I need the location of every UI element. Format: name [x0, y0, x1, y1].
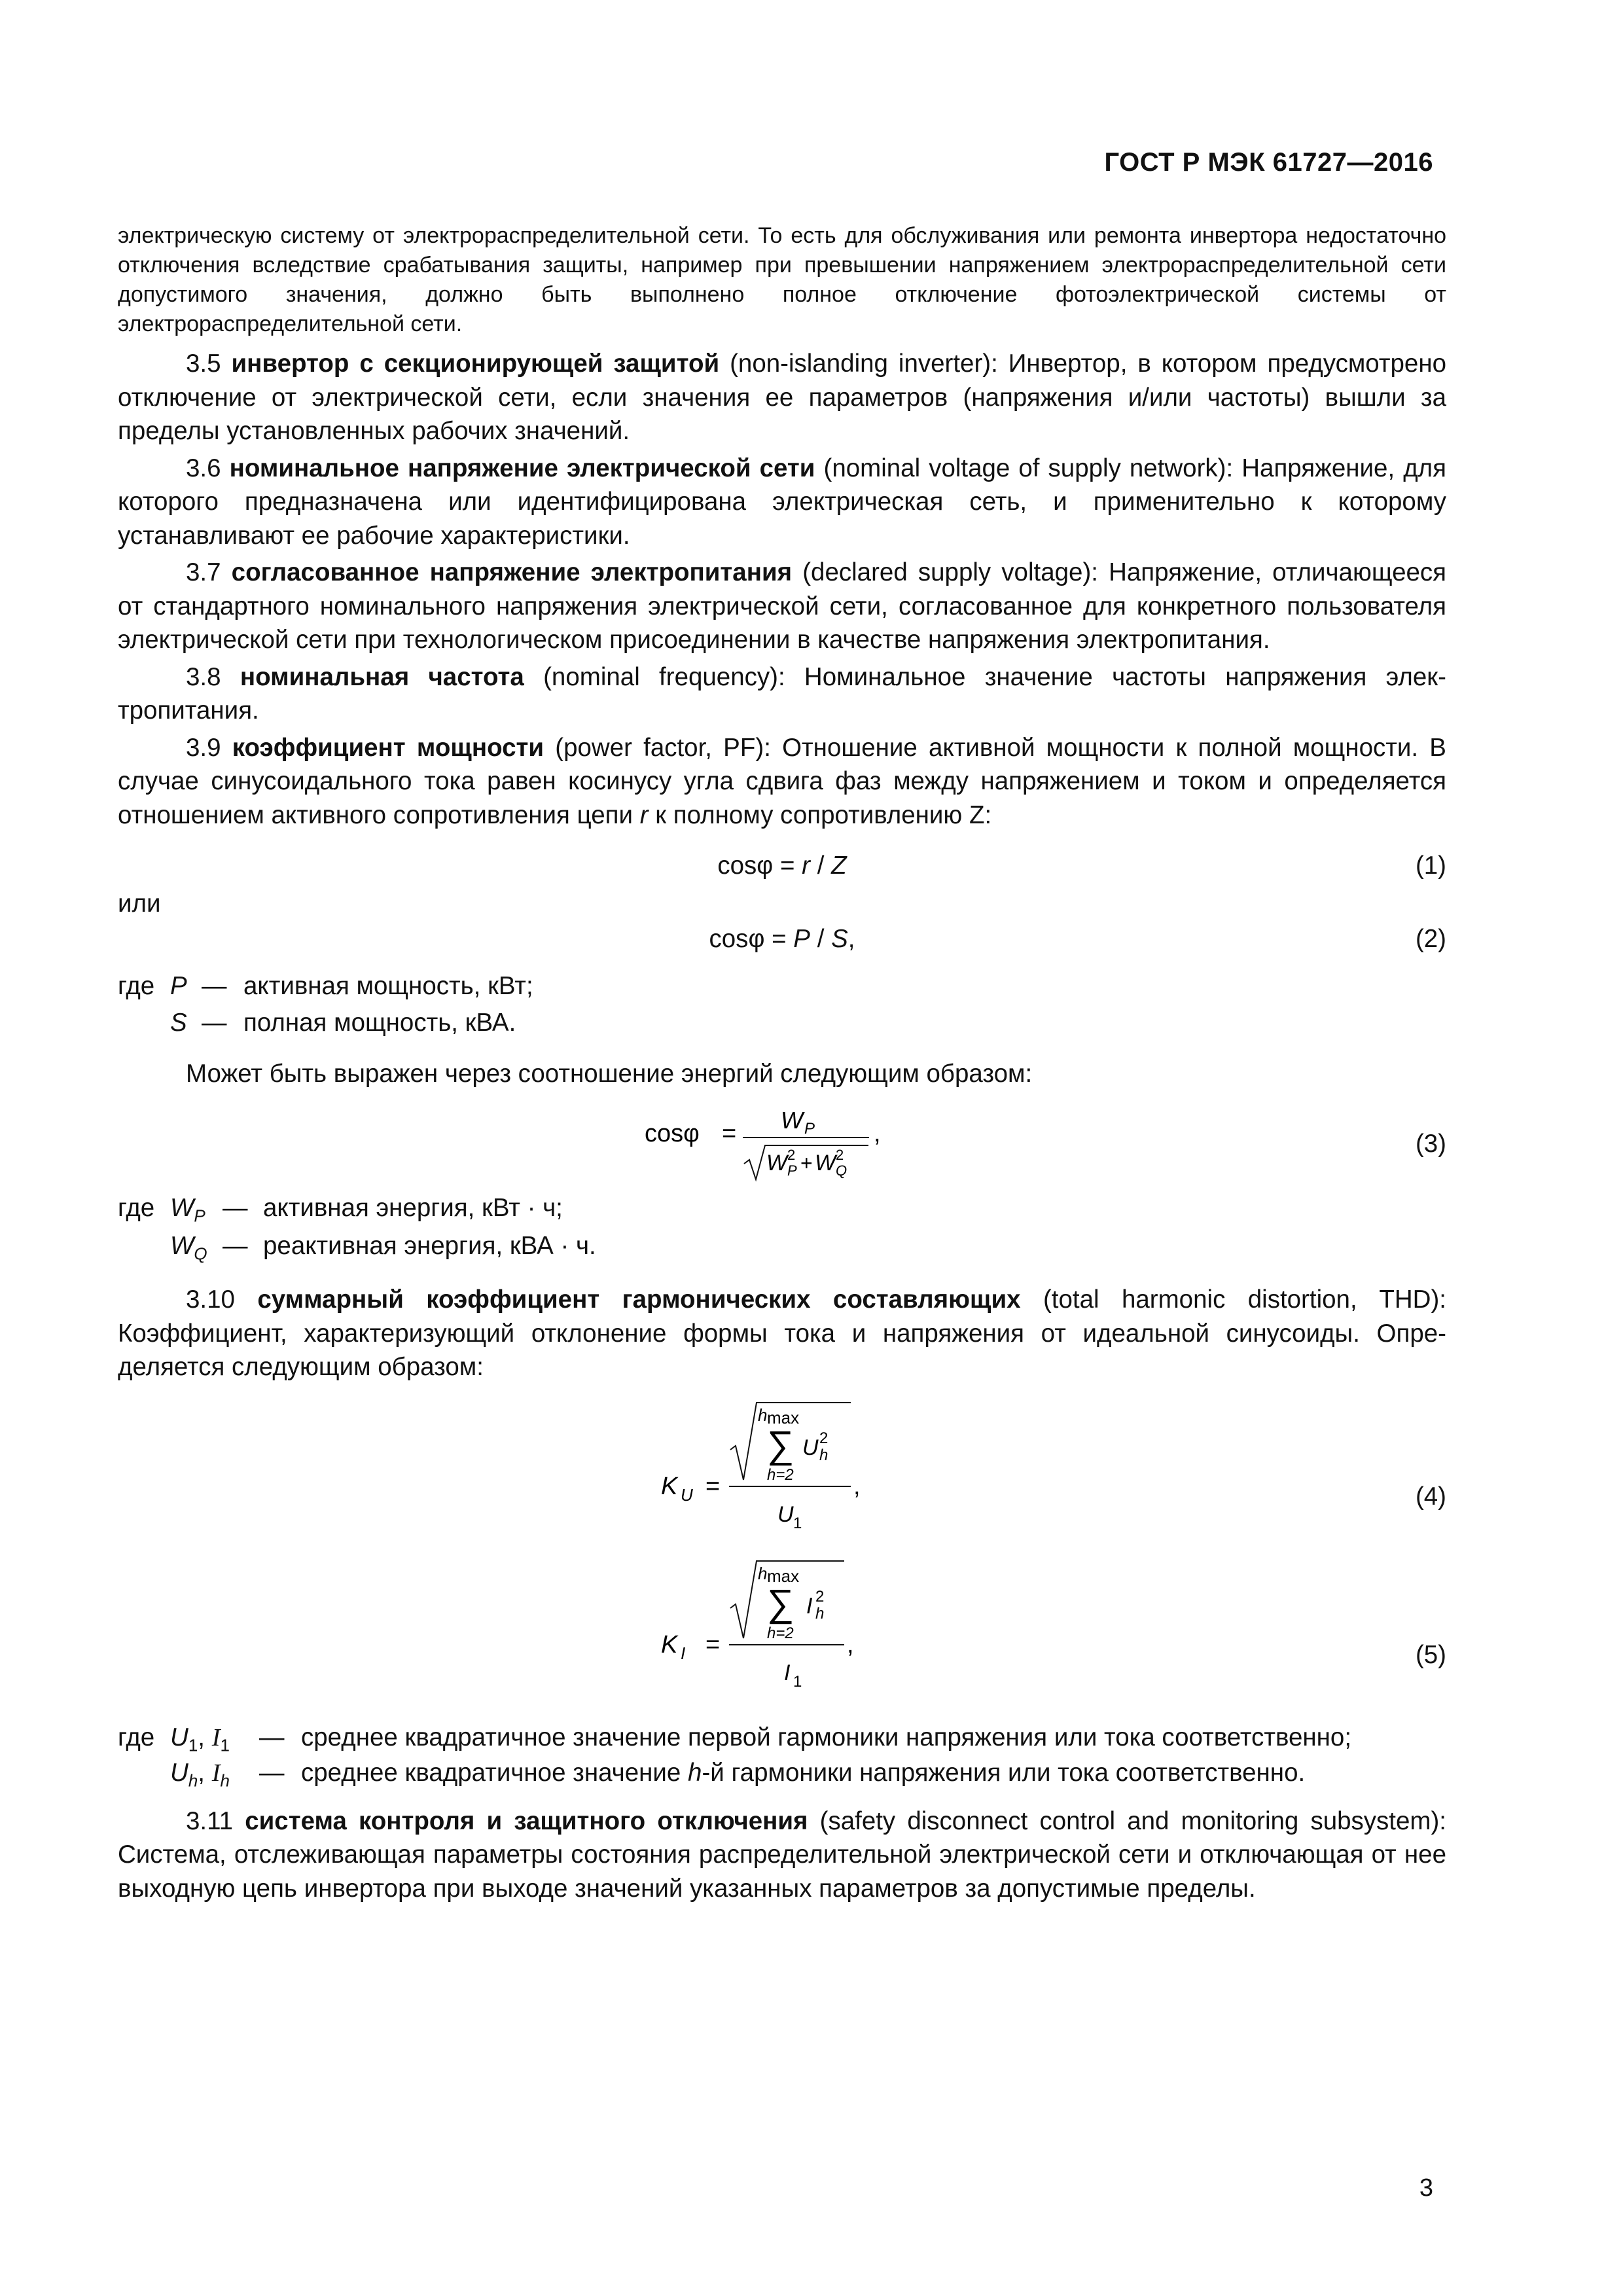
subscript-q: Q	[194, 1244, 207, 1264]
svg-text:h=2: h=2	[767, 1465, 794, 1484]
where-description: активная энергия, кВт · ч;	[263, 1194, 563, 1222]
separator: ,	[198, 1758, 212, 1787]
term: система контроля и защитного отключения	[245, 1806, 808, 1835]
where-symbol	[170, 969, 187, 1003]
document-header: ГОСТ Р МЭК 61727—2016	[1104, 148, 1433, 177]
term: согласованное напряжение электропитания	[231, 558, 793, 586]
formula-number: (3)	[1415, 1130, 1446, 1158]
where-s	[118, 1006, 1446, 1040]
section-number: 3.9	[186, 733, 221, 762]
page-number: 3	[1419, 2174, 1433, 2202]
variable-r: r	[639, 800, 649, 829]
definition: (non-islanding inverter): Инвертор, в котором предусмотрено отключение от электрической сети, если значения ее параметров (напряжения и/или частоты) вышли за пределы установленных рабочих значений.	[118, 350, 1446, 445]
formula-1	[118, 844, 1446, 896]
comma: ,	[847, 924, 855, 953]
svg-text:K: K	[661, 1472, 678, 1500]
where-word: где	[118, 1194, 155, 1222]
svg-text:=: =	[722, 1120, 737, 1147]
section-3-9	[118, 731, 1446, 833]
svg-text:1: 1	[793, 1514, 802, 1532]
where-u1	[118, 1721, 1446, 1755]
symbol-i: I	[211, 1759, 221, 1787]
svg-text:∑: ∑	[767, 1581, 794, 1624]
cos-function: cos	[709, 924, 749, 953]
formula-number: (4)	[1415, 1482, 1446, 1511]
svg-text:Q: Q	[836, 1162, 847, 1179]
equals-sign: =	[764, 924, 794, 953]
variable-h: h	[688, 1758, 702, 1787]
where-symbol	[170, 1229, 207, 1271]
section-number: 3.11	[186, 1806, 234, 1835]
svg-text:h: h	[819, 1446, 829, 1464]
svg-text:cosφ: cosφ	[645, 1120, 700, 1147]
svg-text:2: 2	[815, 1587, 825, 1605]
svg-text:U: U	[681, 1484, 693, 1505]
svg-text:I: I	[806, 1593, 813, 1619]
svg-text:2: 2	[836, 1147, 844, 1163]
formula-1-expression	[717, 849, 846, 883]
formula-number: (2)	[1415, 924, 1446, 953]
svg-text:U: U	[802, 1435, 819, 1460]
definition: (safety disconnect control and monitoring subsystem): Система, отслеживающая параметры состояния распределительной электрической сети и отключающая от нее выходную цепь инвертора при выходе значений указанных параметров за допустимые пределы.	[118, 1806, 1446, 1903]
where-dash: —	[202, 971, 227, 1000]
symbol-w: W	[170, 1232, 194, 1260]
where-word: где	[118, 971, 155, 1000]
svg-text:W: W	[815, 1151, 836, 1175]
variable-z: Z	[831, 852, 847, 880]
svg-text:h: h	[815, 1604, 825, 1623]
division-slash: /	[810, 924, 832, 953]
phi-symbol: φ	[748, 924, 765, 953]
term: инвертор с секционирующей защитой	[231, 350, 720, 378]
svg-text:max: max	[767, 1566, 800, 1586]
where-dash: —	[259, 1723, 285, 1751]
division-slash: /	[810, 852, 832, 880]
where-symbol	[170, 1006, 187, 1040]
formula-2	[118, 917, 1446, 969]
term: суммарный коэффициент гармонических составляющих	[257, 1285, 1021, 1314]
symbol-u: U	[170, 1758, 188, 1787]
svg-text:=: =	[705, 1472, 721, 1500]
svg-text:P: P	[787, 1162, 797, 1179]
formula-number: (1)	[1415, 852, 1446, 880]
svg-text:I: I	[784, 1660, 791, 1685]
where-description: активная мощность, кВт;	[243, 971, 533, 1000]
svg-text:∑: ∑	[767, 1423, 794, 1466]
subscript-1: 1	[220, 1735, 230, 1755]
svg-text:=: =	[705, 1630, 721, 1659]
section-3-11	[118, 1804, 1446, 1906]
formula-2-expression	[709, 922, 855, 956]
where-dash: —	[259, 1758, 285, 1787]
where-dash: —	[223, 1194, 248, 1222]
term: номинальное напряжение электрической сети	[229, 454, 815, 482]
svg-text:W: W	[766, 1151, 788, 1175]
symbol-w: W	[170, 1194, 194, 1222]
subscript-1: 1	[188, 1735, 198, 1755]
page-content	[118, 221, 1446, 1905]
subscript-h: h	[188, 1770, 198, 1791]
where-description: полная мощность, кВА.	[243, 1008, 516, 1037]
term: номинальная частота	[240, 662, 524, 691]
section-number: 3.7	[186, 558, 221, 586]
where-wq	[118, 1229, 1446, 1263]
separator: ,	[198, 1723, 212, 1751]
subscript-h: h	[220, 1770, 230, 1791]
description-part-a: среднее квадратичное значение	[301, 1758, 681, 1787]
svg-text:h: h	[758, 1563, 768, 1583]
svg-text:2: 2	[787, 1147, 796, 1163]
where-description: среднее квадратичное значение первой гармоники напряжения или тока соответственно;	[301, 1723, 1352, 1751]
symbol-u: U	[170, 1723, 188, 1751]
svg-text:,: ,	[847, 1630, 854, 1659]
formula-3-expression	[645, 1100, 919, 1183]
where-uh	[118, 1756, 1446, 1790]
definition: (nominal voltage of supply network): Напряжение, для которого предназначена или идентифицирована электрическая сеть, и применительно к которому устанавливают ее рабочие характеристики.	[118, 454, 1446, 550]
formula-4-expression	[661, 1399, 883, 1549]
term: коэффициент мощности	[232, 733, 544, 762]
formula-4	[118, 1399, 1446, 1549]
symbol-s: S	[170, 1008, 187, 1037]
svg-text:max: max	[767, 1407, 800, 1427]
where-p	[118, 969, 1446, 1003]
variable-s: S	[831, 924, 848, 953]
variable-p: P	[793, 924, 810, 953]
svg-text:I: I	[681, 1643, 686, 1663]
svg-text:1: 1	[793, 1672, 802, 1691]
section-number: 3.6	[186, 454, 221, 482]
formula-5	[118, 1557, 1446, 1708]
svg-text:,: ,	[874, 1120, 881, 1147]
phi-symbol: φ	[757, 852, 774, 880]
section-3-10	[118, 1283, 1446, 1384]
svg-text:,: ,	[853, 1472, 861, 1500]
variable-r: r	[802, 852, 810, 880]
where-wp	[118, 1191, 1446, 1225]
definition-part-b: к полному сопротивлению Z:	[655, 800, 992, 829]
formula-number: (5)	[1415, 1640, 1446, 1669]
section-number: 3.8	[186, 662, 221, 691]
symbol-i: I	[211, 1723, 221, 1751]
svg-text:h=2: h=2	[767, 1624, 794, 1642]
where-symbol	[170, 1756, 230, 1798]
svg-text:W: W	[781, 1107, 803, 1134]
equals-sign: =	[773, 852, 802, 880]
section-3-7	[118, 556, 1446, 657]
section-3-5	[118, 347, 1446, 448]
svg-text:h: h	[758, 1405, 768, 1425]
where-word: где	[118, 1723, 155, 1751]
cos-function: cos	[717, 852, 757, 880]
where-dash: —	[223, 1232, 248, 1260]
energy-intro: Может быть выражен через соотношение энергий следующим образом:	[186, 1059, 1033, 1088]
definition: (nominal frequency): Номинальное значение частоты напряжения электропитания.	[118, 662, 1446, 725]
intro-paragraph: электрическую систему от электрораспределительной сети. То есть для обслуживания или ремонта инвертора недостаточно отключения вследствие срабатывания защиты, например при превышении напряжением электрораспределительной сети допустимого значения, должно быть выполнено полное отключение фотоэлектрической системы от электрораспределительной сети.	[118, 223, 1446, 336]
definition-part-a: (power factor, PF): Отношение активной мощности к полной мощности. В случае синусоидального тока равен косинусу угла сдвига фаз между напряжением и током и определяется отношением активного сопротивления цепи	[118, 733, 1446, 829]
svg-text:2: 2	[819, 1429, 829, 1447]
where-description: реактивная энергия, кВА · ч.	[263, 1232, 596, 1260]
subscript-p: P	[194, 1206, 205, 1226]
formula-3	[118, 1100, 1446, 1183]
or-word: или	[118, 889, 161, 918]
svg-text:U: U	[777, 1501, 794, 1527]
section-3-8	[118, 660, 1446, 728]
svg-text:+: +	[800, 1151, 813, 1175]
definition: (total harmonic distortion, THD): Коэффициент, характеризующий отклонение формы тока и напряжения от идеальной синусоиды. Определяется следующим образом:	[118, 1285, 1446, 1381]
section-number: 3.5	[186, 350, 221, 378]
where-description	[301, 1756, 1305, 1790]
where-dash: —	[202, 1008, 227, 1037]
svg-text:P: P	[804, 1120, 815, 1138]
svg-text:K: K	[661, 1630, 678, 1659]
section-3-6	[118, 452, 1446, 553]
where-symbol	[170, 1191, 205, 1233]
symbol-p: P	[170, 971, 187, 1000]
description-part-b: -й гармоники напряжения или тока соответственно.	[702, 1758, 1306, 1787]
formula-5-expression	[661, 1557, 883, 1708]
section-number: 3.10	[186, 1285, 235, 1314]
definition: (declared supply voltage): Напряжение, отличающееся от стандартного номинального напряжения электрической сети, согласованное для конкретного пользователя электрической сети при технологическом присоединении в качестве напряжения электропитания.	[118, 558, 1446, 654]
